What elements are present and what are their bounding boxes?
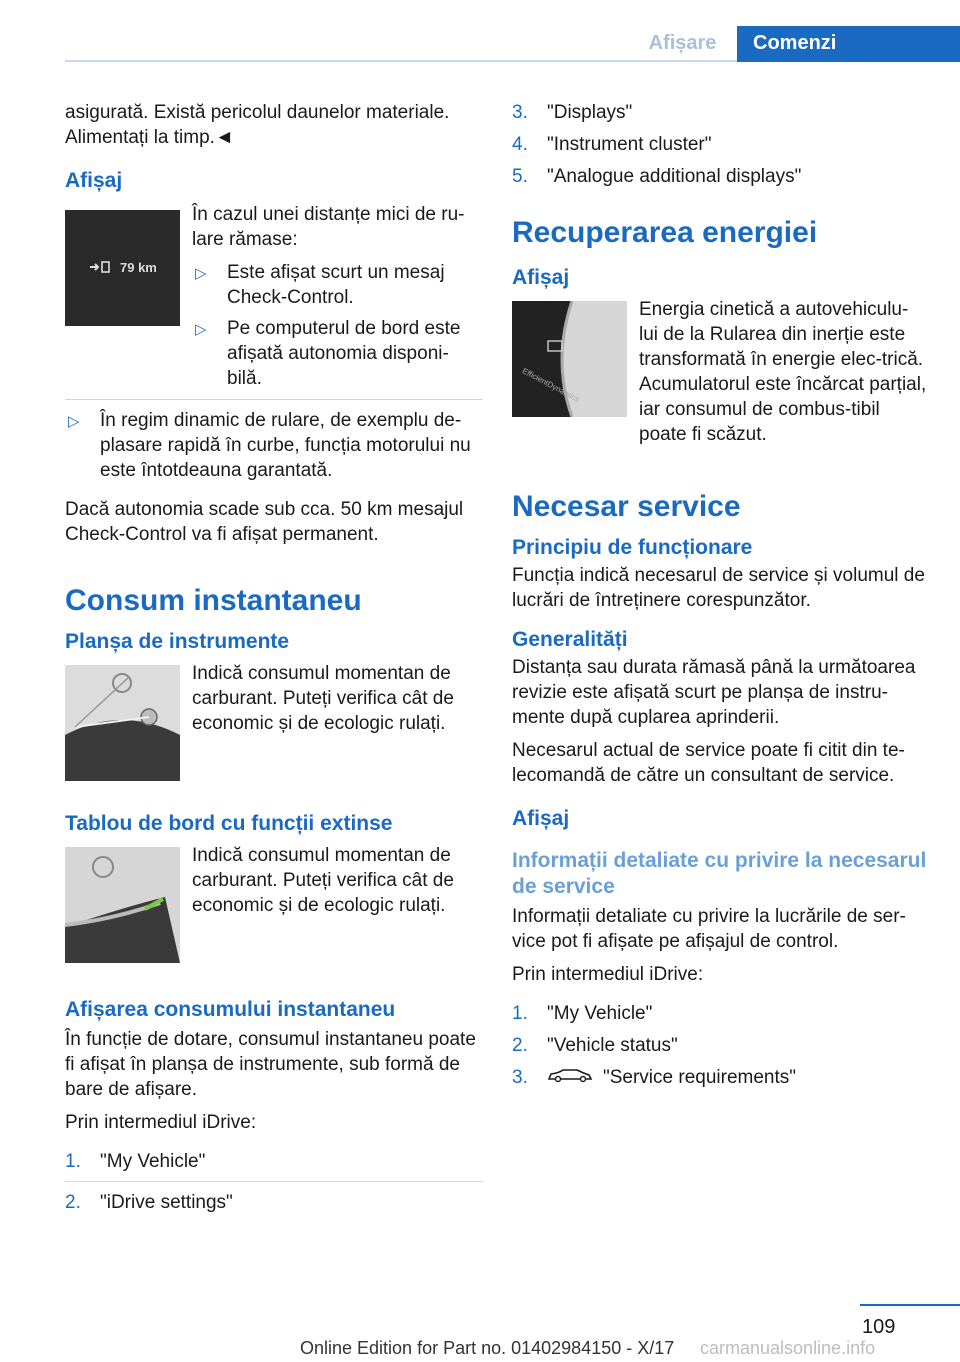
- service-text-3: Necesarul actual de service poate fi citit din te‐lecomandă de către un consultant de service.: [512, 740, 905, 786]
- extended-gauge-image: [65, 847, 180, 963]
- list-item: 1. "My Vehicle": [65, 1151, 206, 1172]
- consumption-gauge-image: [65, 665, 180, 781]
- subheading-afisarea-consumului: Afișarea consumului instantaneu: [65, 998, 396, 1021]
- bullet-item: ▷ Pe computerul de bord este afișată autonomia disponi‐bilă.: [195, 318, 461, 389]
- bullet-item: ▷ Este afișat scurt un mesaj Check-Control.: [195, 262, 445, 308]
- subheading-afisaj-recup: Afișaj: [512, 266, 570, 289]
- list-item: 3. "Displays": [512, 102, 633, 123]
- recup-text: Energia cinetică a autovehiculu‐lui de la Rularea din inerție este transformată în energie elec‐trică. Acumulatorul este încărcat parțial, iar consumul de combus‐tibil poate fi scăzut.: [639, 299, 927, 445]
- watermark: carmanualsonline.info: [700, 1338, 876, 1358]
- divider: [65, 399, 483, 400]
- page-number: 109: [862, 1316, 896, 1338]
- heading-afisaj: Afișaj: [65, 169, 123, 192]
- list-item: 5. "Analogue additional displays": [512, 166, 802, 187]
- bullet-item: ▷ În regim dinamic de rulare, de exemplu de‐plasare rapidă în curbe, funcția motorului nu este întotdeauna garantată.: [68, 410, 471, 481]
- subheading-generalitati: Generalități: [512, 628, 628, 651]
- service-text-1: Funcția indică necesarul de service și volumul de lucrări de întreținere corespunzător.: [512, 565, 925, 611]
- right-column: [512, 100, 927, 1097]
- service-text-4: Informații detaliate cu privire la lucrările de ser‐vice pot fi afișate pe afișajul de control.: [512, 906, 906, 952]
- subheading-tablou: Tablou de bord cu funcții extinse: [65, 812, 393, 835]
- list-item: 2. "Vehicle status": [512, 1035, 678, 1056]
- footer-rule: [860, 1304, 960, 1306]
- range-display-image: [65, 210, 180, 326]
- heading-service: Necesar service: [512, 490, 741, 523]
- divider: [65, 1181, 483, 1182]
- tab-afisare[interactable]: Afișare: [648, 32, 717, 54]
- subheading-afisaj-service: Afișaj: [512, 807, 570, 830]
- list-item: 1. "My Vehicle": [512, 1003, 653, 1024]
- autonomy-paragraph: Dacă autonomia scade sub cca. 50 km mesajul Check-Control va fi afișat permanent.: [65, 499, 464, 545]
- consum-text-2: Indică consumul momentan de carburant. Puteți verifica cât de economic și de ecologic rulați.: [192, 845, 454, 916]
- consum-text-4: Prin intermediul iDrive:: [65, 1112, 257, 1133]
- triangle-bullet-icon: ▷: [195, 321, 207, 338]
- subheading-plansa: Planșa de instrumente: [65, 630, 290, 653]
- subheading-informatii: Informații detaliate cu privire la necesarul de service: [512, 849, 927, 898]
- list-item: 4. "Instrument cluster": [512, 134, 712, 155]
- footer-edition: Online Edition for Part no. 01402984150 - X/17: [300, 1338, 675, 1358]
- list-item: 3. "Service requirements": [512, 1065, 927, 1090]
- intro-paragraph: asigurată. Există pericolul daunelor materiale. Alimentați la timp.◄: [65, 102, 450, 148]
- consum-text-1: Indică consumul momentan de carburant. Puteți verifica cât de economic și de ecologic rulați.: [192, 663, 454, 734]
- fuel-pump-icon: [65, 210, 180, 326]
- energy-recovery-gauge-image: [512, 301, 627, 417]
- heading-consum: Consum instantaneu: [65, 584, 362, 617]
- left-column: [65, 100, 483, 1222]
- service-text-5: Prin intermediul iDrive:: [512, 964, 704, 985]
- svg-text:EfficientDynamics: EfficientDynamics: [520, 366, 581, 404]
- triangle-bullet-icon: ▷: [195, 265, 207, 282]
- heading-recuperare: Recuperarea energiei: [512, 216, 818, 249]
- triangle-bullet-icon: ▷: [68, 413, 80, 430]
- range-value: 79 km: [120, 260, 157, 275]
- afisaj-intro: În cazul unei distanțe mici de ru‐lare rămase:: [192, 204, 465, 250]
- car-service-icon: [547, 1065, 593, 1090]
- subheading-principiu: Principiu de funcționare: [512, 536, 753, 559]
- service-text-2: Distanța sau durata rămasă până la următoarea revizie este afișată scurt pe planșa de instru‐mente după cuplarea aprinderii.: [512, 657, 916, 728]
- list-item: 2. "iDrive settings": [65, 1192, 233, 1213]
- tab-comenzi[interactable]: Comenzi: [737, 26, 960, 62]
- consum-text-3: În funcție de dotare, consumul instantaneu poate fi afișat în planșa de instrumente, sub formă de bare de afișare.: [65, 1029, 476, 1100]
